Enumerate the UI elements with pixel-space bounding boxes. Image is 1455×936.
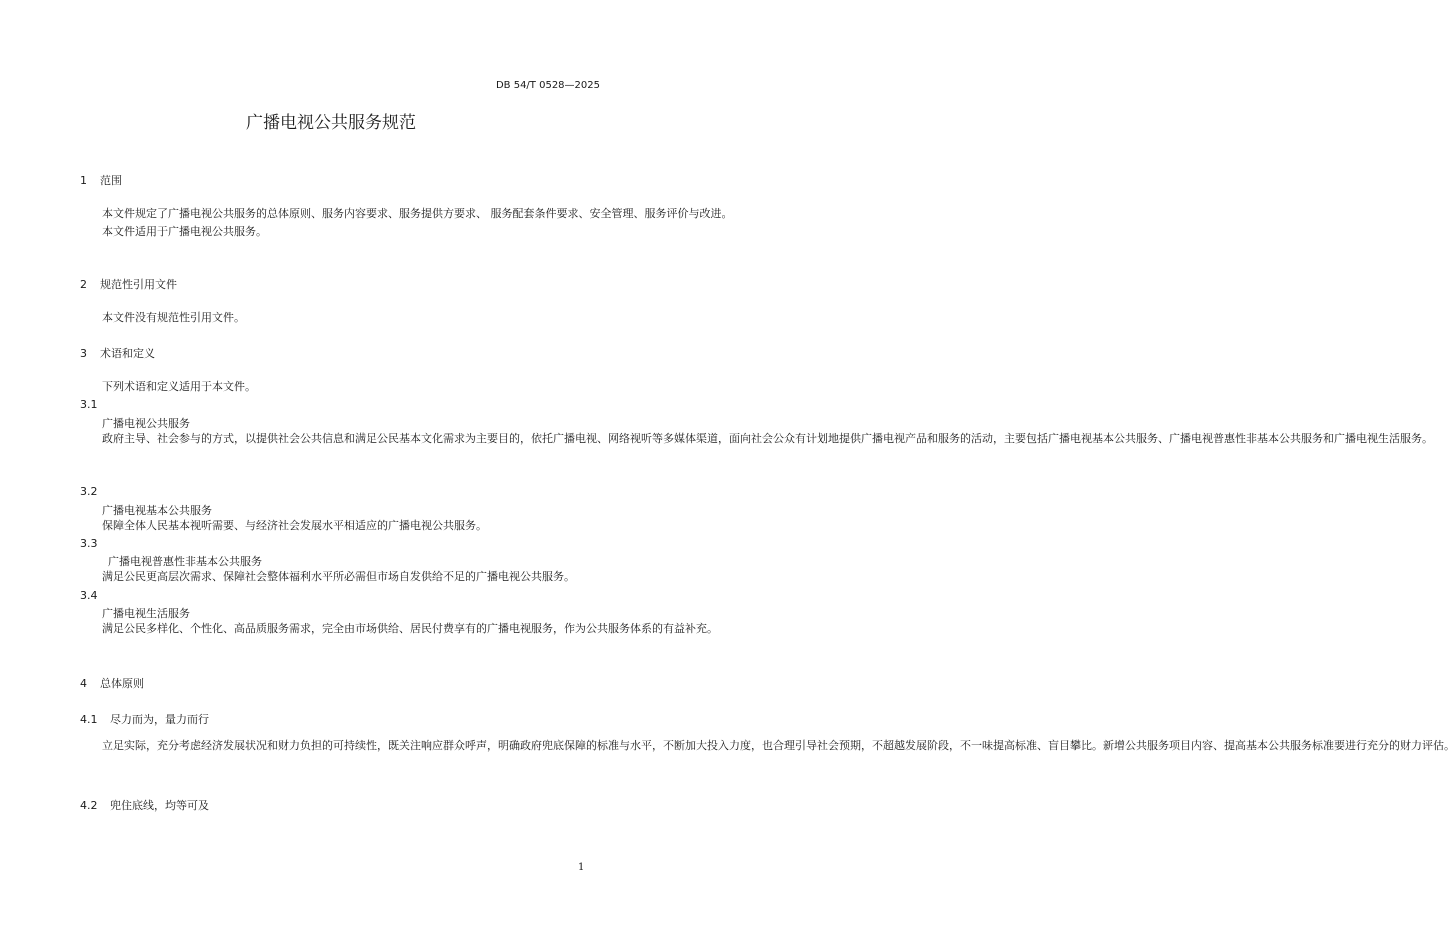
section-3-intro <box>80 378 602 396</box>
paragraph: 政府主导、社会参与的方式，以提供社会公共信息和满足公民基本文化需求为主要目的，依托广播电视、网络视听等多媒体渠道，面向社会公众有计划地提供广播电视产品和服务的活动，主要包括广播电视基本公共服务、广播电视普惠性非基本公共服务和广播电视生活服务。 <box>102 432 1433 445</box>
term-name: 广播电视基本公共服务 <box>102 504 212 517</box>
section-3-heading <box>80 345 155 361</box>
page-number: 1 <box>578 862 585 873</box>
subsection-title: 兜住底线，均等可及 <box>110 799 209 812</box>
paragraph: 满足公民更高层次需求、保障社会整体福利水平所必需但市场自发供给不足的广播电视公共服务。 <box>102 570 575 583</box>
paragraph: 下列术语和定义适用于本文件。 <box>102 380 256 393</box>
section-title: 总体原则 <box>100 677 144 690</box>
term-number: 3.3 <box>80 537 98 550</box>
paragraph: 本文件没有规范性引用文件。 <box>102 311 245 324</box>
section-1-heading <box>80 172 122 188</box>
standard-code: DB 54/T 0528—2025 <box>495 80 600 91</box>
term-name: 广播电视生活服务 <box>102 607 190 620</box>
term-number: 3.1 <box>80 398 98 411</box>
section-title: 术语和定义 <box>100 347 155 360</box>
subsection-number: 4.1 <box>80 713 98 726</box>
term-definition <box>80 517 602 535</box>
term-definition <box>80 620 718 638</box>
section-number: 2 <box>80 278 87 291</box>
section-1-body <box>80 205 733 240</box>
section-number: 4 <box>80 677 87 690</box>
paragraph: 本文件适用于广播电视公共服务。 <box>102 224 267 238</box>
section-number: 3 <box>80 347 87 360</box>
paragraph: 本文件规定了广播电视公共服务的总体原则、服务内容要求、服务提供方要求、 服务配套条件要求、安全管理、服务评价与改进。 <box>102 207 733 220</box>
term-name: 广播电视公共服务 <box>102 417 190 430</box>
subsection-number: 4.2 <box>80 799 98 812</box>
paragraph: 满足公民多样化、个性化、高品质服务需求，完全由市场供给、居民付费享有的广播电视服务，作为公共服务体系的有益补充。 <box>102 622 718 635</box>
document-title: 广播电视公共服务规范 <box>246 113 416 133</box>
term-definition <box>80 430 1433 448</box>
subsection-4-2-heading <box>80 797 209 813</box>
subsection-title: 尽力而为，量力而行 <box>110 713 209 726</box>
section-2-heading <box>80 276 177 292</box>
section-4-heading <box>80 675 144 691</box>
term-definition <box>80 568 602 586</box>
section-title: 范围 <box>100 174 122 187</box>
paragraph: 保障全体人民基本视听需要、与经济社会发展水平相适应的广播电视公共服务。 <box>102 519 487 532</box>
term-number: 3.2 <box>80 485 98 498</box>
subsection-4-1-body <box>80 737 1455 755</box>
paragraph: 立足实际，充分考虑经济发展状况和财力负担的可持续性，既关注响应群众呼声，明确政府兜底保障的标准与水平，不断加大投入力度，也合理引导社会预期，不超越发展阶段，不一味提高标准、盲目攀比。新增公共服务项目内容、提高基本公共服务标准要进行充分的财力评估。 <box>102 739 1455 752</box>
subsection-4-1-heading <box>80 711 209 727</box>
term-number: 3.4 <box>80 589 98 602</box>
section-2-body <box>80 309 602 327</box>
section-title: 规范性引用文件 <box>100 278 177 291</box>
term-name: 广播电视普惠性非基本公共服务 <box>108 555 262 568</box>
section-number: 1 <box>80 174 87 187</box>
